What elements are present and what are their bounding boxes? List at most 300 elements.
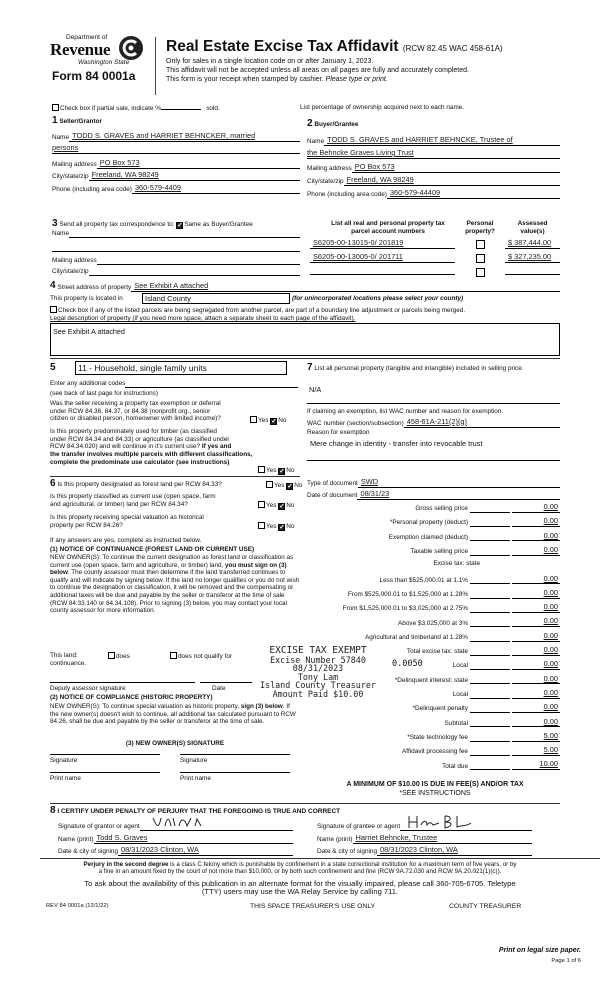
parcel-number[interactable] bbox=[310, 267, 455, 275]
seller-name-row bbox=[52, 132, 300, 142]
section-number: 2 bbox=[307, 118, 313, 129]
partial-pct-field[interactable] bbox=[161, 109, 201, 110]
land-use-code-select[interactable]: 11 - Household, single family units bbox=[75, 361, 287, 375]
tax-row-label: *Delinquent interest: state bbox=[394, 676, 468, 684]
tax-row-label: From $525,000.01 to $1,525,000 at 1.28% bbox=[347, 590, 468, 598]
treasurer-stamp bbox=[257, 646, 379, 698]
grantor-signature-row bbox=[58, 821, 293, 831]
leader-line bbox=[470, 750, 510, 756]
does-not-checkbox[interactable] bbox=[170, 652, 177, 659]
grantee-signature-row bbox=[317, 821, 532, 831]
no-label: No bbox=[294, 482, 303, 489]
q-timber-answer bbox=[258, 466, 294, 475]
grantee-signature-icon bbox=[405, 815, 485, 829]
personal-property-checkbox[interactable] bbox=[476, 240, 485, 249]
label: City/state/zip bbox=[52, 268, 89, 276]
partial-sale-checkbox[interactable] bbox=[52, 104, 59, 111]
tax-row bbox=[310, 718, 560, 728]
leader-line bbox=[470, 678, 510, 684]
label: Signature of grantor or agent bbox=[58, 823, 140, 831]
label: Date of document bbox=[307, 492, 358, 500]
tax-row-label: Total excise tax: state bbox=[406, 648, 468, 656]
yes-checkbox[interactable] bbox=[266, 481, 273, 488]
yes-label: Yes bbox=[258, 417, 269, 424]
no-label: No bbox=[286, 467, 295, 474]
corr-name-row bbox=[52, 230, 300, 238]
dept-of: Department of bbox=[66, 34, 108, 41]
claim-note: If claiming an exemption, list WAC number and reason for exemption. bbox=[307, 408, 504, 415]
leader-line bbox=[470, 707, 510, 713]
new-owner-print-1[interactable] bbox=[50, 772, 160, 773]
divider bbox=[50, 476, 300, 477]
h: Assessed bbox=[517, 220, 548, 227]
corr-mail-field[interactable] bbox=[97, 257, 300, 265]
divider bbox=[307, 403, 560, 404]
seller-name-field[interactable]: TODD S. GRAVES and HARRIET BEHNCKER, married bbox=[69, 132, 300, 142]
tax-row-value[interactable]: 0.00 bbox=[512, 675, 560, 685]
t: Island County Treasurer bbox=[260, 680, 376, 691]
no-label: No bbox=[286, 502, 295, 509]
t: property per RCW 84.26? bbox=[50, 521, 123, 529]
no-label: No bbox=[286, 523, 295, 530]
t: List all personal property (tangible and intangible) included in selling price. bbox=[314, 365, 524, 372]
sold-label: sold. bbox=[206, 105, 220, 112]
signature-label: Signature bbox=[50, 757, 78, 764]
no-label: No bbox=[278, 417, 287, 424]
notice-3-title: (3) NEW OWNER(S) SIGNATURE bbox=[125, 740, 225, 747]
label: Mailing address bbox=[52, 161, 97, 169]
section-number: 8 bbox=[50, 805, 56, 816]
tax-row-label: Gross selling price bbox=[415, 505, 468, 513]
corr-name-field[interactable] bbox=[69, 230, 300, 238]
treasurer-use-only: THIS SPACE TREASURER'S USE ONLY bbox=[250, 903, 376, 910]
tax-row-label: Above $3,025,000 at 3% bbox=[398, 619, 468, 627]
t: citizen or disabled person, homeowner with limited income)? bbox=[50, 415, 221, 423]
t: sign (3) below bbox=[240, 703, 283, 710]
tax-row-label: *State technology fee bbox=[407, 733, 468, 741]
grantee-name-row bbox=[317, 834, 532, 844]
t: This land: bbox=[50, 652, 78, 659]
partial-sale-label: Check box if partial sale, indicate % bbox=[60, 105, 161, 112]
grantee-signature-field[interactable] bbox=[400, 821, 532, 831]
personal-property-checkbox[interactable] bbox=[476, 254, 485, 263]
legal-description-field[interactable]: See Exhibit A attached bbox=[50, 323, 560, 356]
notice-2-text bbox=[50, 703, 300, 726]
reason-field[interactable]: Mere change in identity - transfer into revocable trust bbox=[310, 439, 483, 448]
tax-row-value[interactable]: 10.00 bbox=[512, 760, 560, 770]
tax-row-value[interactable]: 0.00 bbox=[512, 517, 560, 527]
yes-checkbox[interactable] bbox=[258, 501, 265, 508]
seller-name-row-2 bbox=[52, 144, 300, 154]
t: under RCW 84.34 and 84.33) or agriculture (as classified under bbox=[50, 435, 230, 443]
divider bbox=[40, 858, 600, 859]
section-number: 7 bbox=[307, 362, 313, 373]
divider bbox=[50, 803, 560, 804]
divider bbox=[307, 460, 560, 461]
segregated-label: Check box if any of the listed parcels are being segregated from another parcel, are part of a boundary line adjustment or parcels being merged. bbox=[58, 307, 466, 314]
doc-type-field[interactable]: SWD bbox=[358, 478, 560, 488]
label: Name bbox=[307, 138, 325, 146]
t: the transfer involves multiple parcels with different classifications, bbox=[50, 451, 253, 459]
t: does bbox=[116, 653, 130, 660]
additional-codes-field[interactable] bbox=[125, 380, 298, 388]
title-ref: (RCW 82.45 WAC 458-61A) bbox=[402, 44, 503, 53]
wac-row bbox=[307, 418, 560, 428]
section-number: 3 bbox=[52, 218, 58, 229]
t: Is this property predominately used for timber (as classified bbox=[50, 428, 217, 435]
print-name-label: Print name bbox=[50, 775, 81, 782]
tax-row-label: Exemption claimed (deduct) bbox=[388, 533, 468, 541]
buyer-name-field[interactable]: TODD S. GRAVES and HARRIET BEHNCKE, Trustee of bbox=[324, 136, 560, 146]
header-line-2: This affidavit will not be accepted unless all areas on all pages are fully and accurately completed. bbox=[166, 67, 469, 74]
tax-row-value[interactable]: 5.00 bbox=[512, 732, 560, 742]
tax-row-value[interactable]: 5.00 bbox=[512, 746, 560, 756]
does-checkbox[interactable] bbox=[108, 652, 115, 659]
corr-city-row bbox=[52, 268, 300, 276]
label: Name bbox=[52, 134, 70, 142]
label: Phone (including area code) bbox=[52, 186, 132, 194]
notice-2-title: (2) NOTICE OF COMPLIANCE (HISTORIC PROPERTY) bbox=[50, 694, 213, 701]
label: Name (print) bbox=[317, 836, 353, 844]
q-exemption-answer bbox=[250, 416, 286, 425]
tax-row-value[interactable]: 0.00 bbox=[512, 718, 560, 728]
tax-row-label: Taxable selling price bbox=[410, 548, 468, 556]
personal-property-checkbox[interactable] bbox=[476, 268, 485, 277]
buyer-name-field-2[interactable]: the Behncke Graves Living Trust bbox=[307, 149, 560, 159]
seller-mail-row bbox=[52, 159, 300, 169]
tax-row bbox=[310, 517, 560, 527]
header-line-1: Only for sales in a single location code on or after January 1, 2023. bbox=[166, 58, 374, 65]
reason-label: Reason for exemption bbox=[307, 429, 370, 436]
segregated-checkbox[interactable] bbox=[50, 306, 57, 313]
located-label: This property is located in bbox=[50, 295, 123, 302]
tax-row-value[interactable]: 0.00 bbox=[512, 703, 560, 713]
tax-row-value[interactable]: 0.00 bbox=[512, 575, 560, 585]
leader-line bbox=[470, 764, 510, 770]
county-note: (for unincorporated locations please select your county) bbox=[292, 295, 464, 302]
t: Perjury in the second degree bbox=[83, 861, 169, 868]
tax-row-value[interactable]: 0.00 bbox=[512, 617, 560, 627]
same-as-buyer-label: Same as Buyer/Grantee bbox=[184, 221, 253, 228]
wac-field[interactable]: 458-61A-211(2)(g) bbox=[404, 418, 560, 428]
page-title bbox=[166, 38, 503, 57]
yes-label: Yes bbox=[266, 502, 277, 509]
rev-number: REV 84 0001a (12/1/22) bbox=[46, 903, 109, 909]
parcel-col-header bbox=[318, 220, 458, 235]
tax-row-label: Total due bbox=[442, 762, 468, 770]
leader-line bbox=[470, 550, 510, 556]
t: Excise Number 57840 bbox=[270, 655, 366, 665]
label: Street address of property bbox=[57, 284, 132, 292]
label: Enter any additional codes bbox=[50, 380, 126, 388]
t: . If the new owner(s) doesn't wish to continue, all additional tax calculated pursuant to RCW 84.26, shall be due and payable by the seller or transferor at the time of sale. bbox=[50, 703, 296, 726]
local-rate: 0.0050 bbox=[392, 659, 423, 669]
t: . The county assessor must then determine if the land transferred continues to qualify and will indicate by signing below. If the land no longer qualifies or you do not wish to continue the designation or classification, it will be removed and the compensating or additional taxes will be due and payable by the seller or transferor at the time of sale (RCW 84.33.140 or 84.34.108). Prior to signing (3) below, you may contact your local county assessor for more information. bbox=[50, 569, 300, 615]
tax-row bbox=[310, 746, 560, 756]
t: RCW 84.34.020) and will continue in it's current use? bbox=[50, 443, 201, 451]
h: List all real and personal property tax bbox=[331, 220, 445, 227]
grantee-date-field[interactable]: 08/31/2023 Clinton, WA bbox=[377, 846, 532, 856]
additional-codes-row bbox=[50, 380, 298, 388]
label: Name bbox=[52, 230, 70, 238]
tax-row-label: Excise tax: state bbox=[433, 560, 480, 568]
q-historic-answer bbox=[258, 522, 294, 531]
grantor-signature-icon bbox=[151, 815, 231, 829]
label: Signature of grantee or agent bbox=[317, 823, 401, 831]
grantor-signature-field[interactable] bbox=[140, 821, 293, 831]
tax-row-label: Local bbox=[452, 662, 468, 670]
buyer-mail-row bbox=[307, 163, 560, 173]
tax-row bbox=[310, 532, 560, 542]
new-owner-print-2[interactable] bbox=[180, 772, 290, 773]
deputy-date-field[interactable] bbox=[200, 682, 252, 683]
parcel-number[interactable]: S6205-00-13015-0/ 201819 bbox=[310, 239, 455, 249]
seller-title: Seller/Grantor bbox=[59, 118, 102, 125]
t: Is this property designated as forest land per RCW 84.33? bbox=[57, 481, 222, 488]
personal-property-field[interactable]: N/A bbox=[309, 385, 322, 394]
accessibility-note bbox=[0, 880, 600, 896]
this-land-label bbox=[50, 652, 86, 667]
leader-line bbox=[470, 578, 510, 584]
t: Is this property classified as current use (open space, farm bbox=[50, 493, 216, 500]
t: (TTY) users may use the WA Relay Service by calling 711. bbox=[201, 887, 399, 896]
label: Type of document bbox=[307, 480, 358, 488]
tax-row-value[interactable]: 0.00 bbox=[512, 632, 560, 642]
leader-line bbox=[470, 521, 510, 527]
no-checkbox[interactable]: ✓ bbox=[279, 468, 285, 475]
tax-row bbox=[310, 703, 560, 713]
tax-row-value[interactable]: 0.00 bbox=[512, 660, 560, 670]
header-divider bbox=[155, 37, 156, 95]
type-or-print: Please type or print. bbox=[325, 76, 388, 83]
no-checkbox[interactable]: ✓ bbox=[279, 524, 285, 531]
buyer-city-row bbox=[307, 176, 560, 186]
header-line-3 bbox=[166, 76, 388, 84]
section-number: 4 bbox=[50, 280, 56, 291]
tax-row-value[interactable]: 0.00 bbox=[512, 603, 560, 613]
legal-label: Legal description of property (if you need more space, attach a separate sheet to each page of the affidavit). bbox=[50, 315, 356, 322]
leader-line bbox=[470, 607, 510, 613]
label: City/state/zip bbox=[307, 178, 344, 186]
q-timber bbox=[50, 428, 252, 466]
tax-row bbox=[310, 560, 560, 568]
h: Personal bbox=[466, 220, 494, 227]
t: To ask about the availability of this publication in an alternate format for the visually impaired, please call 360-705-6705. Teletype bbox=[84, 879, 516, 888]
buyer-phone-field[interactable]: 360-579-44409 bbox=[387, 189, 560, 199]
tax-row-value[interactable]: 0.00 bbox=[512, 689, 560, 699]
tax-row-label: Affidavit processing fee bbox=[402, 748, 468, 756]
label: Date & city of signing bbox=[58, 848, 119, 856]
date-label: Date bbox=[212, 685, 226, 692]
yes-label: Yes bbox=[266, 523, 277, 530]
leader-line bbox=[470, 650, 510, 656]
personal-property-label bbox=[307, 362, 560, 374]
leader-line bbox=[470, 721, 510, 727]
deputy-label: Deputy assessor signature bbox=[50, 685, 126, 692]
tax-row bbox=[310, 732, 560, 742]
no-checkbox[interactable]: ✓ bbox=[271, 418, 277, 425]
revenue-wordmark: Revenue bbox=[50, 40, 111, 59]
doc-date-field[interactable]: 08/31/23 bbox=[357, 490, 560, 500]
yes-checkbox[interactable] bbox=[258, 522, 265, 529]
tax-row bbox=[310, 503, 560, 513]
washington-state: Washington State bbox=[78, 59, 130, 66]
street-row bbox=[50, 280, 560, 292]
print-legal-note: Print on legal size paper. bbox=[498, 947, 581, 954]
tax-row-label: Less than $525,000.01 at 1.1% bbox=[379, 576, 468, 584]
grantor-date-row bbox=[58, 846, 293, 856]
t: continuance. bbox=[50, 659, 87, 667]
assessed-col-header bbox=[505, 220, 560, 235]
buyer-city-field[interactable]: Freeland, WA 98249 bbox=[344, 176, 560, 186]
tax-row-value[interactable]: 0.00 bbox=[512, 546, 560, 556]
t: EXCISE TAX EXEMPT bbox=[269, 645, 367, 656]
title-text: Real Estate Excise Tax Affidavit bbox=[166, 38, 399, 55]
tax-row-label: *Delinquent penalty bbox=[412, 705, 468, 713]
tax-row-label: Local bbox=[452, 691, 468, 699]
assessed-value[interactable]: $ 387,444.00 bbox=[505, 239, 560, 249]
receipt-note: This form is your receipt when stamped by cashier. bbox=[166, 76, 324, 83]
codes-note: (see back of last page for instructions) bbox=[50, 390, 158, 397]
t: is a class C felony which is punishable by confinement in a state correctional institution for a maximum term of five years, or by bbox=[168, 861, 517, 868]
tax-row-value[interactable]: 0.00 bbox=[512, 503, 560, 513]
leader-line bbox=[470, 593, 510, 599]
t: under RCW 84.36, 84.37, or 84.38 (nonprofit org., senior bbox=[50, 407, 211, 415]
tax-row-label: From $1,525,000.01 to $3,025,000 at 2.75% bbox=[342, 605, 468, 613]
buyer-mail-field[interactable]: PO Box 573 bbox=[352, 163, 560, 173]
assessed-value[interactable] bbox=[505, 267, 560, 275]
tax-row bbox=[310, 546, 560, 556]
h: parcel account numbers bbox=[351, 227, 425, 235]
grantor-date-field[interactable]: 08/31/2023 Clinton, WA bbox=[118, 846, 293, 856]
tax-row-label: Subtotal bbox=[444, 719, 468, 727]
tax-row-label: Agricultural and timberland at 1.28% bbox=[364, 633, 468, 641]
label: Mailing address bbox=[307, 165, 352, 173]
q-current-use bbox=[50, 493, 216, 508]
deputy-signature-field[interactable] bbox=[50, 682, 195, 683]
t: and agricultural, or timber) land per RCW 84.34? bbox=[50, 500, 188, 508]
divider bbox=[50, 358, 560, 359]
section-number: 6 bbox=[50, 478, 56, 489]
corr-mail-row bbox=[52, 257, 300, 265]
street-address-field[interactable]: See Exhibit A attached bbox=[131, 282, 560, 292]
segregated-row bbox=[50, 306, 465, 315]
seller-phone-row bbox=[52, 184, 300, 194]
t: 08/31/2023 bbox=[292, 663, 344, 674]
corr-city-field[interactable] bbox=[89, 268, 300, 276]
signature-label: Signature bbox=[180, 757, 208, 764]
leader-line bbox=[470, 693, 510, 699]
tax-row-value[interactable]: 0.00 bbox=[512, 532, 560, 542]
label: Mailing address bbox=[52, 257, 97, 265]
t: Was the seller receiving a property tax exemption or deferral bbox=[50, 400, 221, 407]
grantor-name-row bbox=[58, 834, 293, 844]
partial-sale bbox=[52, 104, 220, 113]
yes-checkbox[interactable] bbox=[258, 466, 265, 473]
buyer-name-row bbox=[307, 136, 560, 146]
seller-city-field[interactable]: Freeland, WA 98249 bbox=[89, 171, 300, 181]
notice-1-text bbox=[50, 554, 300, 615]
seller-city-row bbox=[52, 171, 300, 181]
t: you must sign on (3) below bbox=[50, 561, 287, 577]
label: Name (print) bbox=[58, 836, 94, 844]
tax-row-label: *Personal property (deduct) bbox=[389, 519, 468, 527]
corr-name-field-2[interactable] bbox=[52, 244, 300, 252]
grantor-name-field[interactable]: Todd S. Graves bbox=[94, 834, 293, 844]
leader-line bbox=[470, 621, 510, 627]
seller-mail-field[interactable]: PO Box 573 bbox=[97, 159, 300, 169]
grantee-date-row bbox=[317, 846, 532, 856]
q-historic bbox=[50, 514, 204, 529]
same-as-buyer-checkbox[interactable]: ✓ bbox=[177, 222, 183, 229]
yes-label: Yes bbox=[274, 482, 285, 489]
t: complete the predominate use calculator (see instructions) bbox=[50, 458, 230, 466]
list-pct-note: List percentage of ownership acquired next to each name. bbox=[300, 104, 465, 111]
tax-row bbox=[310, 603, 560, 613]
corr-name-row-2 bbox=[52, 244, 300, 252]
q-current-use-answer bbox=[258, 501, 294, 510]
t: Is this property receiving special valuation as historical bbox=[50, 514, 204, 521]
t: NEW OWNER(S): To continue special valuation as historic property, bbox=[50, 703, 240, 710]
buyer-heading bbox=[307, 118, 358, 130]
tax-row-value[interactable]: 0.00 bbox=[512, 646, 560, 656]
correspondence-heading bbox=[52, 218, 253, 230]
does-not-option bbox=[170, 652, 232, 661]
t: NEW OWNER(S): To continue the current designation as forest land or classification as current use (open space, farm and agriculture, or timber) land, bbox=[50, 554, 294, 569]
new-owner-signature-2[interactable] bbox=[180, 754, 290, 755]
parcel-number[interactable]: S6205-00-13005-0/ 201711 bbox=[310, 253, 455, 263]
buyer-name-row-2 bbox=[307, 149, 560, 159]
seller-name-field-2[interactable]: persons bbox=[52, 144, 300, 154]
if-any-note: If any answers are yes, complete as instructed below. bbox=[50, 537, 202, 544]
section-number: 1 bbox=[52, 115, 58, 126]
q-exemption bbox=[50, 400, 221, 423]
tax-row bbox=[310, 760, 560, 770]
new-owner-signature-1[interactable] bbox=[50, 754, 160, 755]
notice-1-title: (1) NOTICE OF CONTINUANCE (FOREST LAND OR CURRENT USE) bbox=[50, 546, 255, 553]
q-forest bbox=[50, 478, 222, 490]
seller-phone-field[interactable]: 360-579-4409 bbox=[132, 184, 300, 194]
grantee-name-field[interactable]: Harriet Behncke, Trustee bbox=[353, 834, 532, 844]
county-select[interactable]: Island County bbox=[142, 293, 290, 304]
page-number: Page 1 of 6 bbox=[551, 958, 581, 964]
section-number: 5 bbox=[50, 362, 56, 373]
no-checkbox[interactable]: ✓ bbox=[287, 483, 293, 490]
t: does not qualify for bbox=[178, 653, 232, 660]
correspondence-label: Send all property tax correspondence to: bbox=[59, 221, 175, 228]
label: Phone (including area code) bbox=[307, 191, 387, 199]
yes-checkbox[interactable] bbox=[250, 416, 257, 423]
leader-line bbox=[470, 535, 510, 541]
minimum-notice: A MINIMUM OF $10.00 IS DUE IN FEE(S) AND/OR TAX bbox=[346, 781, 524, 788]
tax-row bbox=[310, 632, 560, 642]
tax-row-value[interactable]: 0.00 bbox=[512, 589, 560, 599]
print-name-label: Print name bbox=[180, 775, 211, 782]
dor-logo-icon bbox=[118, 35, 144, 61]
no-checkbox[interactable]: ✓ bbox=[279, 503, 285, 510]
does-option bbox=[108, 652, 130, 661]
leader-line bbox=[470, 736, 510, 742]
doc-type-row bbox=[307, 478, 560, 488]
label: Date & city of signing bbox=[317, 848, 378, 856]
seller-heading bbox=[52, 115, 102, 127]
assessed-value[interactable]: $ 327,235.00 bbox=[505, 253, 560, 263]
yes-label: Yes bbox=[266, 467, 277, 474]
tax-row bbox=[310, 575, 560, 585]
buyer-title: Buyer/Grantee bbox=[314, 121, 359, 128]
t: I CERTIFY UNDER PENALTY OF PERJURY THAT THE FOREGOING IS TRUE AND CORRECT bbox=[57, 808, 341, 815]
t: Amount Paid $10.00 bbox=[272, 688, 364, 699]
